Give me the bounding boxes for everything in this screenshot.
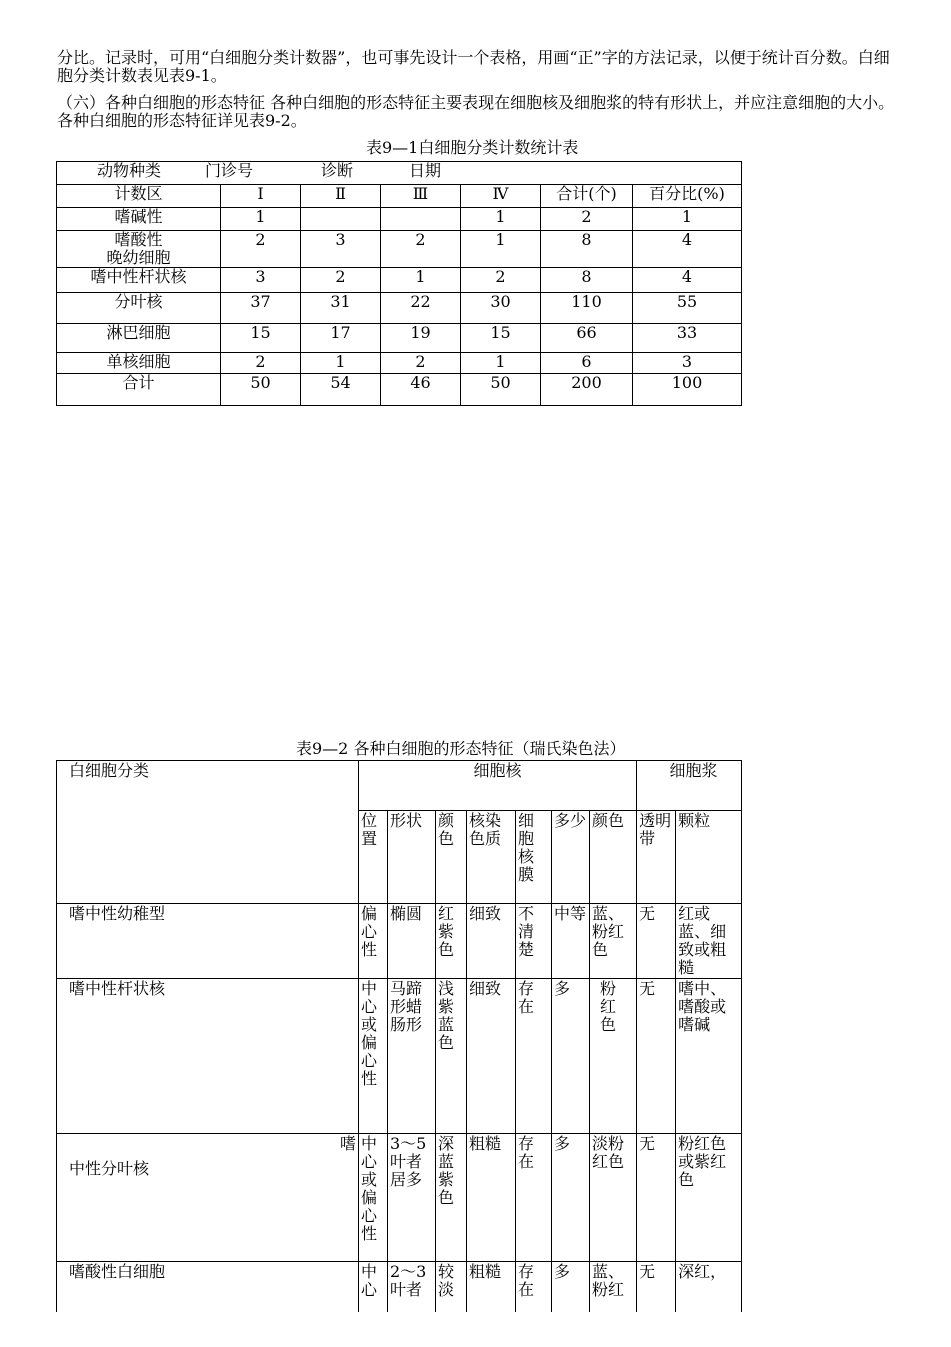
cell-shape: 马蹄形蜡肠形 [388, 979, 436, 1134]
row-label: 单核细胞 [57, 353, 221, 374]
cell-value: 2 [221, 231, 301, 268]
paragraph-morphology: （六）各种白细胞的形态特征 各种白细胞的形态特征主要表现在细胞核及细胞浆的特有形状上，并应注意细胞的大小。各种白细胞的形态特征详见表9-2。 [57, 93, 895, 130]
cell-value [301, 208, 381, 231]
cell-value: 2 [301, 268, 381, 293]
cell-position: 中心或偏心性 [359, 979, 388, 1134]
cell-cytoplasm-color: 粉红色 [590, 979, 637, 1134]
subheader-position: 位置 [359, 811, 388, 904]
cell-clear-zone: 无 [637, 1262, 676, 1313]
cell-granules: 嗜中、嗜酸或嗜碱 [676, 979, 742, 1134]
cell-total: 8 [541, 231, 633, 268]
cell-value: 50 [461, 374, 541, 406]
row-label: 嗜中性杆状核 [57, 979, 359, 1134]
header-cytoplasm [637, 761, 742, 811]
cell-percent: 55 [633, 293, 742, 324]
subheader-nuclear-membrane: 细胞核膜 [516, 811, 552, 904]
cell-total: 6 [541, 353, 633, 374]
table-row [57, 904, 742, 979]
cell-shape: 3～5叶者居多 [388, 1134, 436, 1262]
cell-total: 66 [541, 324, 633, 353]
cell-amount: 多 [552, 1134, 590, 1262]
cell-value: 30 [461, 293, 541, 324]
subheader-shape: 形状 [388, 811, 436, 904]
cell-value: 17 [301, 324, 381, 353]
table1-info-row [57, 162, 742, 185]
cell-value: 54 [301, 374, 381, 406]
cell-value: 1 [301, 353, 381, 374]
header-zone-1: Ⅰ [221, 185, 301, 208]
table-row [57, 324, 742, 353]
cell-value: 46 [381, 374, 461, 406]
cell-value: 15 [461, 324, 541, 353]
cell-value: 3 [221, 268, 301, 293]
table-row [57, 1134, 742, 1262]
cell-percent: 4 [633, 231, 742, 268]
row-label-rest: 中性分叶核 [69, 1159, 150, 1178]
cell-granules: 粉红色或紫红色 [676, 1134, 742, 1262]
cell-nucleus-color: 浅紫蓝色 [436, 979, 467, 1134]
wbc-morphology-table [56, 760, 742, 1312]
table-row [57, 208, 742, 231]
cell-membrane: 存在 [516, 1262, 552, 1313]
cell-membrane: 存在 [516, 1134, 552, 1262]
table-row [57, 353, 742, 374]
info-animal-species: 动物种类 [97, 161, 162, 180]
cell-clear-zone: 无 [637, 1134, 676, 1262]
row-label: 嗜中性杆状核 [57, 268, 221, 293]
row-label [57, 1134, 359, 1262]
wbc-count-table [56, 161, 742, 406]
cell-value: 15 [221, 324, 301, 353]
row-label: 嗜酸性 晚幼细胞 [57, 231, 221, 268]
cell-value: 1 [221, 208, 301, 231]
cell-percent: 33 [633, 324, 742, 353]
cell-nucleus-color: 红紫色 [436, 904, 467, 979]
cell-value: 1 [461, 231, 541, 268]
cell-nucleus-color: 深蓝紫色 [436, 1134, 467, 1262]
cell-total: 8 [541, 268, 633, 293]
cell-membrane: 存在 [516, 979, 552, 1134]
cell-value: 50 [221, 374, 301, 406]
row-label: 嗜酸性白细胞 [57, 1262, 359, 1313]
cell-value: 22 [381, 293, 461, 324]
cell-chromatin: 粗糙 [467, 1262, 516, 1313]
cell-amount: 中等 [552, 904, 590, 979]
row-label: 嗜碱性 [57, 208, 221, 231]
header-zone-3: Ⅲ [381, 185, 461, 208]
cell-value: 2 [381, 231, 461, 268]
row-label: 合计 [57, 374, 221, 406]
cell-value: 1 [381, 268, 461, 293]
header-zone-2: Ⅱ [301, 185, 381, 208]
cell-amount: 多 [552, 1262, 590, 1313]
row-label: 淋巴细胞 [57, 324, 221, 353]
cell-value: 19 [381, 324, 461, 353]
table-row [57, 979, 742, 1134]
cell-value: 2 [381, 353, 461, 374]
cell-value: 37 [221, 293, 301, 324]
row-label: 嗜中性幼稚型 [57, 904, 359, 979]
paragraph-intro: 分比。记录时，可用“白细胞分类计数器”，也可事先设计一个表格，用画“正”字的方法记录，以便于统计百分数。白细胞分类计数表见表9-1。 [57, 48, 890, 85]
header-total: 合计(个) [541, 185, 633, 208]
info-clinic-number: 门诊号 [205, 161, 254, 180]
cell-percent: 4 [633, 268, 742, 293]
table1-header-row [57, 185, 742, 208]
cell-shape: 2～3叶者 [388, 1262, 436, 1313]
table-row [57, 268, 742, 293]
cell-position: 偏心性 [359, 904, 388, 979]
header-nucleus: 细胞核 [359, 761, 637, 811]
row-label: 分叶核 [57, 293, 221, 324]
cell-value [381, 208, 461, 231]
table2-caption: 表9—2 各种白细胞的形态特征（瑞氏染色法） [296, 739, 626, 758]
cell-percent: 3 [633, 353, 742, 374]
header-wbc-class: 白细胞分类 [57, 761, 359, 904]
cell-value: 2 [221, 353, 301, 374]
cell-value: 3 [301, 231, 381, 268]
table-row-total [57, 374, 742, 406]
cell-amount: 多 [552, 979, 590, 1134]
cell-granules: 深红， [676, 1262, 742, 1313]
cell-total: 200 [541, 374, 633, 406]
cell-total: 110 [541, 293, 633, 324]
cell-value: 1 [461, 353, 541, 374]
subheader-nucleus-color: 颜色 [436, 811, 467, 904]
subheader-granules: 颗粒 [676, 811, 742, 904]
header-cytoplasm-text: 细胞浆 [669, 761, 718, 780]
cell-percent: 1 [633, 208, 742, 231]
info-date: 日期 [409, 161, 442, 180]
info-diagnosis: 诊断 [321, 161, 354, 180]
cell-chromatin: 粗糙 [467, 1134, 516, 1262]
header-count-area: 计数区 [57, 185, 221, 208]
cell-chromatin: 细致 [467, 979, 516, 1134]
cell-nucleus-color: 较淡 [436, 1262, 467, 1313]
cell-total: 2 [541, 208, 633, 231]
table1-caption: 表9—1白细胞分类计数统计表 [366, 138, 579, 157]
cell-cytoplasm-color: 淡粉红色 [590, 1134, 637, 1262]
header-percent: 百分比(%) [633, 185, 742, 208]
cell-percent: 100 [633, 374, 742, 406]
cell-value: 1 [461, 208, 541, 231]
cell-position: 中心或偏心性 [359, 1134, 388, 1262]
cell-clear-zone: 无 [637, 904, 676, 979]
cell-value: 31 [301, 293, 381, 324]
subheader-cytoplasm-color: 颜色 [590, 811, 637, 904]
cell-membrane: 不清楚 [516, 904, 552, 979]
cell-granules: 红或蓝、细致或粗糙 [676, 904, 742, 979]
cell-cytoplasm-color: 蓝、粉红 [590, 1262, 637, 1313]
cell-value: 2 [461, 268, 541, 293]
cell-clear-zone: 无 [637, 979, 676, 1134]
table-row [57, 231, 742, 268]
subheader-chromatin: 核染色质 [467, 811, 516, 904]
table-row [57, 1262, 742, 1313]
cell-position: 中心 [359, 1262, 388, 1313]
cell-shape: 椭圆 [388, 904, 436, 979]
header-zone-4: Ⅳ [461, 185, 541, 208]
table-row [57, 293, 742, 324]
cell-cytoplasm-color: 蓝、粉红色 [590, 904, 637, 979]
subheader-amount: 多少 [552, 811, 590, 904]
row-label-prefix: 嗜 [339, 1134, 356, 1153]
cell-chromatin: 细致 [467, 904, 516, 979]
subheader-clear-zone: 透明带 [637, 811, 676, 904]
